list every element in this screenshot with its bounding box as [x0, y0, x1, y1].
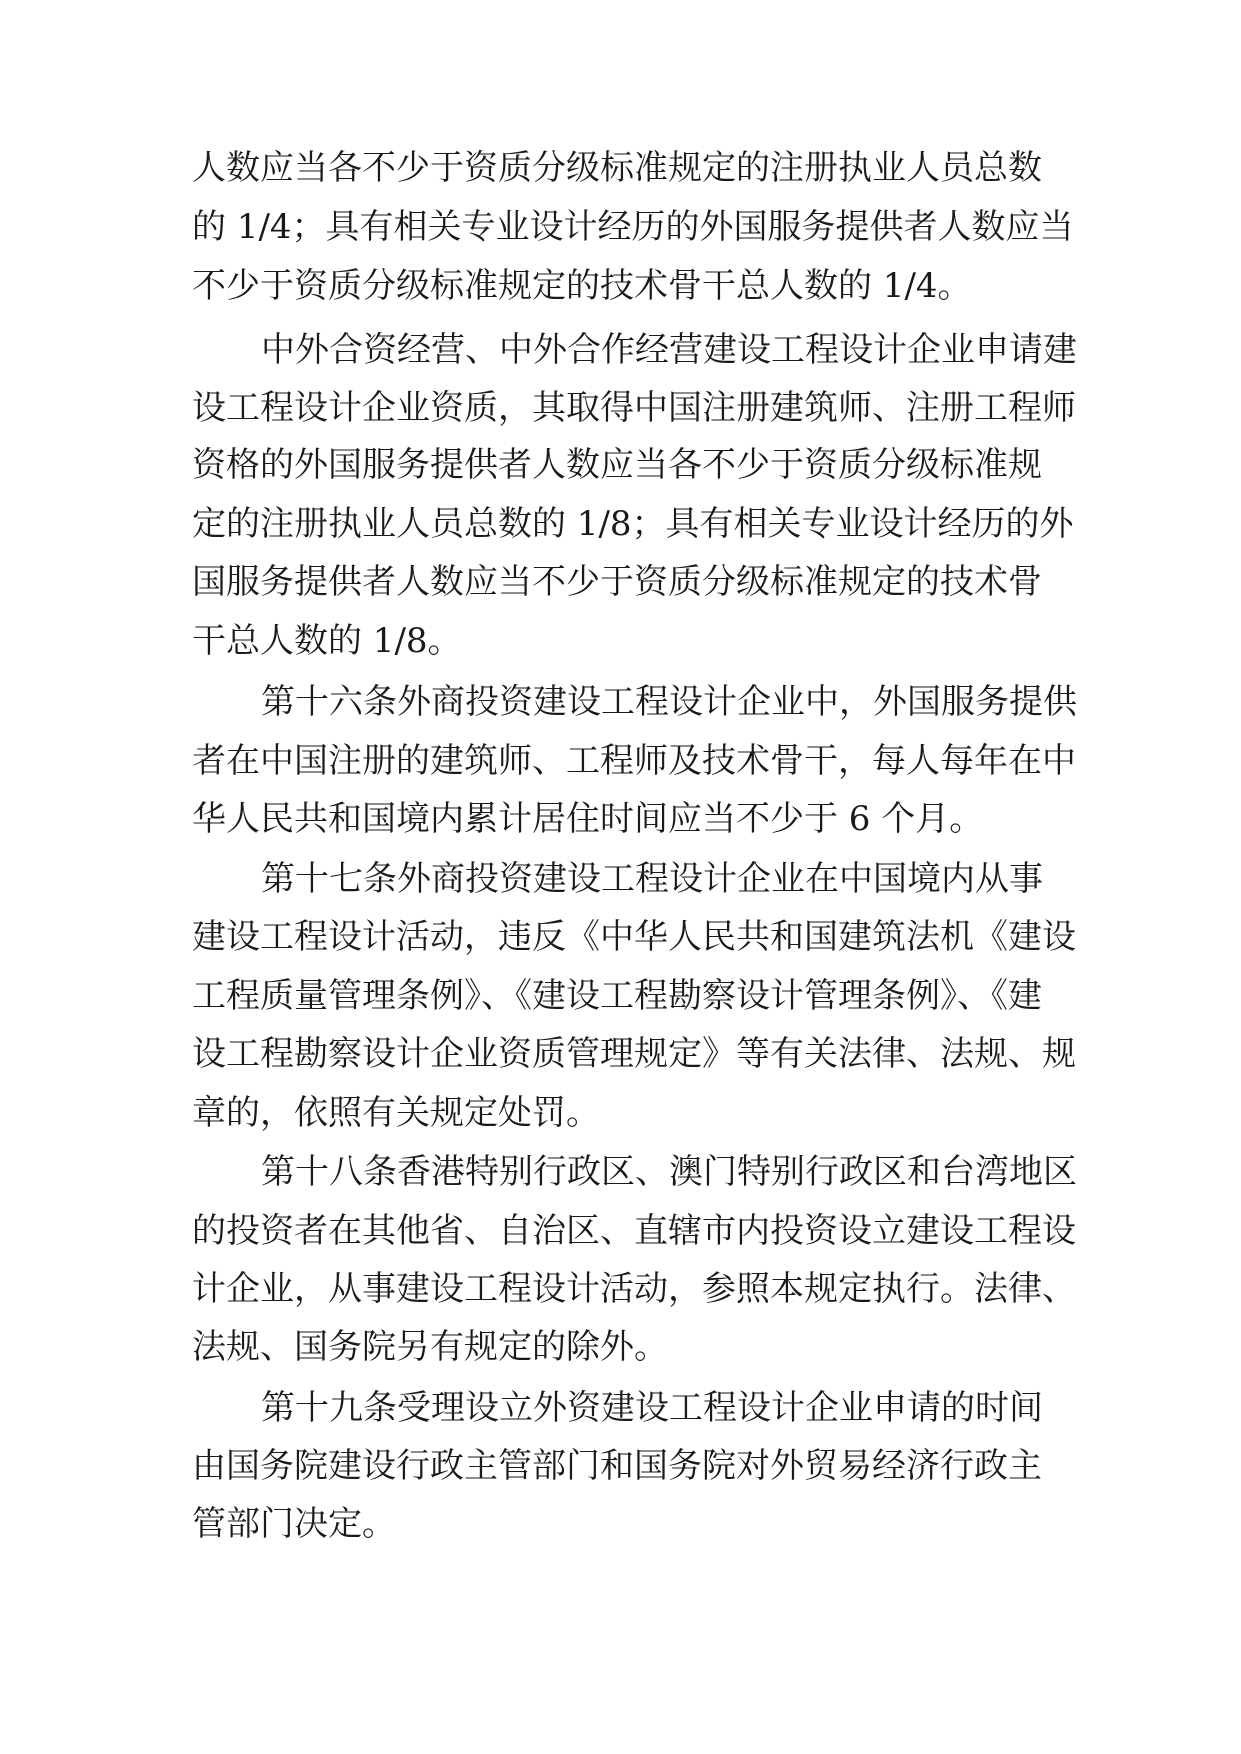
paragraph-first-line: 中外合资经营、中外合作经营建设工程设计企业申请建 — [261, 330, 1077, 370]
text-line: 章的，依照有关规定处罚。 — [192, 1093, 600, 1133]
text-line: 计企业，从事建设工程设计活动，参照本规定执行。法律、 — [192, 1269, 1076, 1309]
article-16-first-line: 第十六条外商投资建设工程设计企业中，外国服务提供 — [261, 682, 1077, 722]
text-line: 由国务院建设行政主管部门和国务院对外贸易经济行政主 — [192, 1446, 1042, 1486]
text-line: 设工程勘察设计企业资质管理规定》等有关法律、法规、规 — [192, 1034, 1076, 1074]
text-line: 不少于资质分级标准规定的技术骨干总人数的 1/4。 — [192, 266, 972, 306]
text-line: 华人民共和国境内累计居住时间应当不少于 6 个月。 — [192, 799, 984, 839]
text-line: 的投资者在其他省、自治区、直辖市内投资设立建设工程设 — [192, 1211, 1076, 1251]
article-17-first-line: 第十七条外商投资建设工程设计企业在中国境内从事 — [261, 859, 1043, 899]
article-18-first-line: 第十八条香港特别行政区、澳门特别行政区和台湾地区 — [261, 1152, 1077, 1192]
text-line: 资格的外国服务提供者人数应当各不少于资质分级标准规 — [192, 445, 1042, 485]
text-line: 定的注册执业人员总数的 1/8；具有相关专业设计经历的外 — [192, 504, 1074, 544]
text-line: 建设工程设计活动，违反《中华人民共和国建筑法机《建设 — [192, 917, 1076, 957]
text-line: 设工程设计企业资质，其取得中国注册建筑师、注册工程师 — [192, 388, 1076, 428]
text-line: 工程质量管理条例》、《建设工程勘察设计管理条例》、《建 — [192, 976, 1042, 1016]
text-line: 干总人数的 1/8。 — [192, 621, 462, 661]
article-19-first-line: 第十九条受理设立外资建设工程设计企业申请的时间 — [261, 1388, 1043, 1428]
text-line: 人数应当各不少于资质分级标准规定的注册执业人员总数 — [192, 148, 1042, 188]
text-line: 法规、国务院另有规定的除外。 — [192, 1327, 668, 1367]
text-line: 管部门决定。 — [192, 1504, 396, 1544]
text-line: 者在中国注册的建筑师、工程师及技术骨干，每人每年在中 — [192, 741, 1076, 781]
text-line: 的 1/4；具有相关专业设计经历的外国服务提供者人数应当 — [192, 207, 1074, 247]
text-line: 国服务提供者人数应当不少于资质分级标准规定的技术骨 — [192, 562, 1042, 602]
